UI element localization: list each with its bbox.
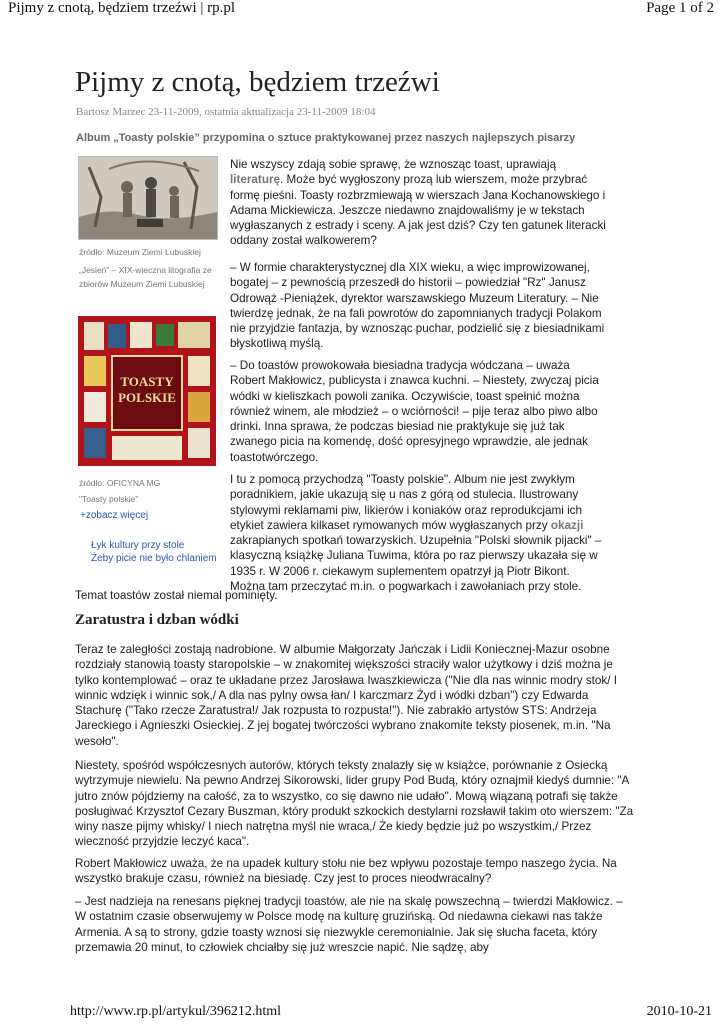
book-cover-title: TOASTY POLSKIE	[118, 374, 176, 405]
article-lead: Album „Toasty polskie” przypomina o sztuce praktykowanej przez naszych najlepszych pisarzy	[76, 132, 576, 144]
book-cover-image[interactable]	[78, 316, 216, 466]
paragraph-3: – Do toastów prowokowała biesiadna tradycja wódczana – uważa Robert Makłowicz, publicysta i znawca kuchni. – Niestety, zwyczaj picia wódki w kieliszkach powoli zanika. Oczywiście, toast spełnić można również winem, ale młodzież – o wciórności! – pije teraz albo piwo albo drinki. Inna sprawa, że podczas biesiad nie praktykuje się już tak zwanego picia na komendę, dość opresyjnego wprawdzie, ale jednak toastotwórczego.	[230, 359, 599, 464]
related-links	[91, 540, 221, 565]
footer-url[interactable]: http://www.rp.pl/artykul/396212.html	[70, 1004, 282, 1019]
paragraph-1-text-b: . Może być wygłoszony prozą lub wierszem, może przybrać formę pieśni. Toasty rozbrzmiewają w wierszach Jana Kochanowskiego i Adama Mickiewicza. Jeszcze niedawno znajdowaliśmy je w tekstach wygłaszanych z estrady i sceny. A jak jest dziś? Czy ten gatunek literacki oddany został walkowerem?	[230, 173, 606, 248]
caption-desc-2: "Toasty polskie"	[79, 494, 139, 504]
paragraph-8: – Jest nadzieja na renesans pięknej tradycji toastów, ale nie na skalę powszechną – twierdzi Makłowicz. – W ostatnim czasie obserwujemy w Polsce modę na kulturę gruzińską. Od niedawna ciekawi nas także Armenia. A są to strony, gdzie toasty wznosi się niezwykle ceremonialnie. Jak się słucha faceta, który przemawia 20 minut, to człowiek chciałby się już wreszcie napić. Nie sądzę, aby	[75, 895, 623, 954]
paragraph-4-text-b: zakrapianych spotkań towarzyskich. Uzupełnia "Polski słownik pijacki" – klasyczną książkę Juliana Tuwima, która po raz pierwszy ukazała się w 1935 r. W 2006 r. ciekawym suplementem opatrzył ją Piotr Bikont. Można tam przeczytać m.in. o pogwarkach i zawołaniach przy stole.	[230, 534, 602, 594]
article-title: Pijmy z cnotą, będziem trzeźwi	[75, 66, 440, 98]
header-title: Pijmy z cnotą, będziem trzeźwi | rp.pl	[8, 0, 236, 16]
keyword-literature-link[interactable]: literaturę	[230, 173, 281, 187]
paragraph-6: Niestety, spośród współczesnych autorów, których teksty znalazły się w książce, porównanie z Osiecką wytrzymuje niewielu. Na pewno Andrzej Sikorowski, lider grupy Pod Budą, który oznajmił kiedyś dumnie: "A jutro znów pójdziemy na całość, za to wszystko, co się dawno nie udało". Mową wiązaną potrafi się także posługiwać Krzysztof Cezary Buszman, który produkt szkockich destylarni rozsławił takim oto wierszem: "Za winy nasze pijmy whisky/ I niech natrętna myśl nie wraca,/ Że kiedy będzie już po wszystkim,/ Przez wieczność przyjdzie leczyć kaca".	[75, 759, 634, 849]
paragraph-4	[230, 472, 606, 594]
related-link-1[interactable]: Łyk kultury przy stole	[91, 540, 185, 551]
caption-source-1: źródło: Muzeum Ziemi Lubuskiej	[79, 247, 201, 257]
see-more-link[interactable]: +zobacz więcej	[80, 510, 149, 521]
paragraph-4-text-a: I tu z pomocą przychodzą "Toasty polskie". Album nie jest zwykłym poradnikiem, jakie ukazują się u nas z górą od stulecia. Ilustrowany stylowymi reklamami piw, likierów i koniaków oraz reprodukcjami ich etykiet zawiera kilkaset rymowanych mów wygłaszanych przy	[230, 473, 583, 532]
paragraph-4-continued: Temat toastów został niemal pominięty.	[75, 589, 278, 602]
paragraph-5: Teraz te zaległości zostają nadrobione. W albumie Małgorzaty Jańczak i Lidii Koniecznej-Mazur osobne rozdziały stanowią toasty staropolskie – w znakomitej większości straciły walor użytkowy i dziś można je tylko kontemplować – oraz te układane przez Jarosława Iwaszkiewicza ("Nie dla nas winnic modry stok/ I winnic wdzięk i winnic sok,/ A dla nas pylny owsa łan/ I karczmarz Żyd i wódki dzban") czy Edwarda Stachurę ("Tako rzecze Zaratustra!/ Jak rozpusta to rozpusta!"). Nie zabrakło artystów STS: Andrzeja Jareckiego i Agnieszki Osieckiej. Z jej bogatej twórczości wybrano znakomite teksty piosenek, m.in. "Na wesoło".	[75, 643, 618, 748]
caption-desc-1: „Jesień” – XIX-wieczna litografia ze zbiorów Muzeum Ziemi Lubuskiej	[79, 265, 212, 289]
paragraph-1	[230, 157, 606, 249]
caption-source-2: źródło: OFICYNA MG	[79, 478, 161, 488]
paragraph-2: – W formie charakterystycznej dla XIX wieku, a więc improwizowanej, bogatej – z pewnością przeszedł do historii – powiedział "Rz" Janusz Odrowąż -Pieniążek, dyrektor warszawskiego Muzeum Literatury. – Nie twierdzę jednak, że na fali powrotów do zapomnianych tradycji Polakom nie przyjdzie fantazja, by wznosząc puchar, podzielić się z biesiadnikami błyskotliwą myślą.	[230, 261, 605, 351]
lithograph-image[interactable]	[78, 156, 218, 240]
lithograph-illustration	[79, 157, 217, 239]
related-link-2[interactable]: Żeby picie nie było chlaniem	[91, 552, 217, 564]
section-heading: Zaratustra i dzban wódki	[75, 612, 239, 628]
page-number: Page 1 of 2	[646, 0, 714, 16]
footer-date: 2010-10-21	[646, 1004, 712, 1019]
paragraph-1-text-a: Nie wszyscy zdają sobie sprawę, że wznosząc toast, uprawiają	[230, 158, 557, 171]
paragraph-7: Robert Makłowicz uważa, że na upadek kultury stołu nie bez wpływu pozostaje tempo naszego życia. Na wszystko brakuje czasu, również na biesiadę. Czy jest to proces nieodwracalny?	[75, 857, 617, 886]
byline: Bartosz Marzec 23-11-2009, ostatnia aktualizacja 23-11-2009 18:04	[76, 106, 376, 118]
keyword-occasion-link[interactable]: okazji	[550, 518, 584, 532]
